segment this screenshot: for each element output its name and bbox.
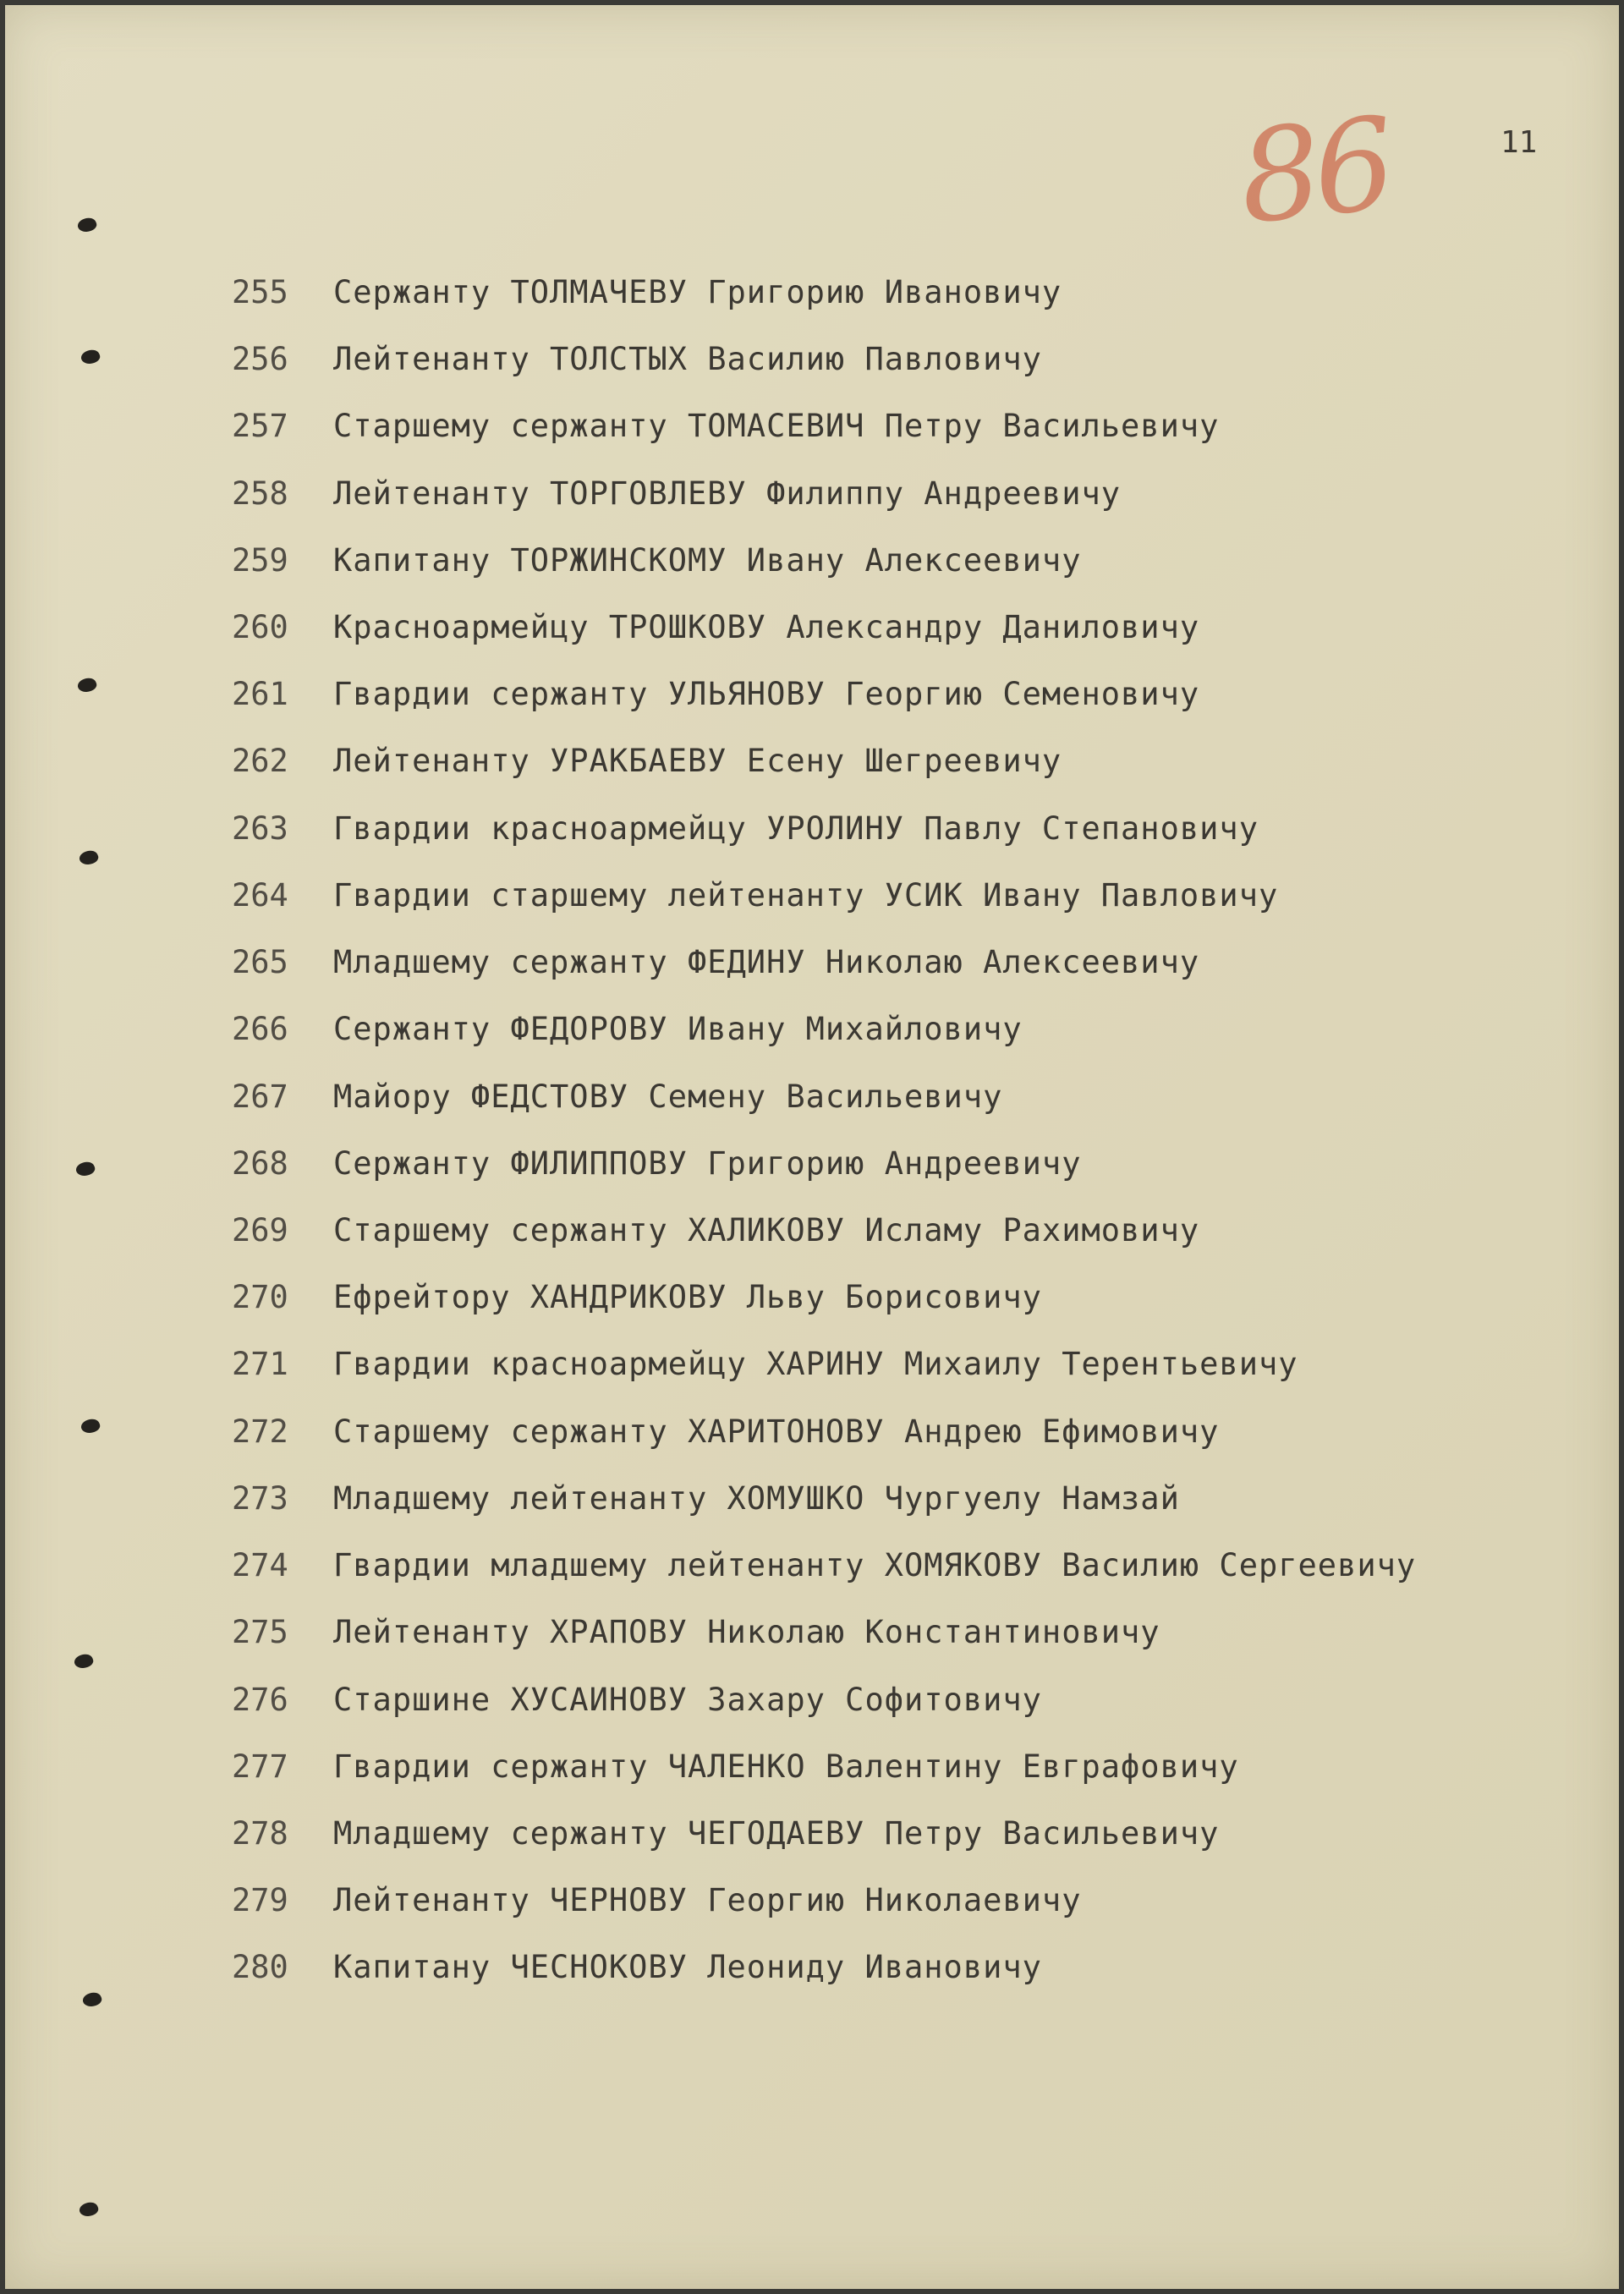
list-item bbox=[232, 1875, 1081, 1926]
page-number: 11 bbox=[1501, 125, 1538, 160]
list-item bbox=[232, 1139, 1081, 1189]
list-item bbox=[232, 401, 1219, 452]
entry-number: 277 bbox=[232, 1748, 288, 1785]
document-page bbox=[5, 5, 1619, 2289]
list-item bbox=[232, 804, 1259, 854]
list-item bbox=[232, 1272, 1042, 1323]
entry-text: Сержанту ТОЛМАЧЕВУ Григорию Ивановичу bbox=[333, 274, 1062, 310]
entry-text: Старшему сержанту ХАЛИКОВУ Исламу Рахимовичу bbox=[333, 1212, 1200, 1249]
list-item bbox=[232, 267, 1062, 318]
list-item bbox=[232, 669, 1199, 720]
list-item bbox=[232, 1942, 1042, 1993]
entry-number: 258 bbox=[232, 475, 288, 512]
entry-text: Ефрейтору ХАНДРИКОВУ Льву Борисовичу bbox=[333, 1279, 1042, 1315]
punch-hole-mark bbox=[78, 848, 100, 868]
entry-number: 265 bbox=[232, 944, 288, 980]
entry-number: 272 bbox=[232, 1413, 288, 1450]
entry-text: Красноармейцу ТРОШКОВУ Александру Даниловичу bbox=[333, 609, 1200, 645]
punch-hole-mark bbox=[76, 216, 98, 235]
entry-number: 270 bbox=[232, 1279, 288, 1315]
entry-number: 262 bbox=[232, 743, 288, 779]
entry-text: Капитану ТОРЖИНСКОМУ Ивану Алексеевичу bbox=[333, 542, 1082, 579]
entry-text: Младшему лейтенанту ХОМУШКО Чургуелу Намзай bbox=[333, 1480, 1180, 1517]
entry-text: Майору ФЕДСТОВУ Семену Васильевичу bbox=[333, 1078, 1003, 1115]
list-item bbox=[232, 1474, 1180, 1524]
punch-hole-mark bbox=[78, 2200, 100, 2220]
list-item bbox=[232, 1742, 1239, 1792]
list-item bbox=[232, 1540, 1416, 1591]
handwritten-folio-number: 86 bbox=[1232, 91, 1396, 253]
list-item bbox=[232, 1072, 1002, 1122]
punch-hole-mark bbox=[76, 676, 98, 695]
entry-text: Лейтенанту ТОРГОВЛЕВУ Филиппу Андреевичу bbox=[333, 475, 1122, 512]
entry-number: 280 bbox=[232, 1949, 288, 1985]
list-item bbox=[232, 937, 1199, 988]
entry-number: 267 bbox=[232, 1078, 288, 1115]
punch-hole-mark bbox=[80, 348, 102, 367]
entry-text: Гвардии старшему лейтенанту УСИК Ивану Павловичу bbox=[333, 877, 1279, 914]
list-item bbox=[232, 1407, 1219, 1457]
punch-hole-mark bbox=[74, 1160, 96, 1179]
list-item bbox=[232, 870, 1278, 921]
punch-hole-mark bbox=[81, 1990, 103, 2010]
list-item bbox=[232, 334, 1042, 385]
punch-hole-mark bbox=[80, 1417, 102, 1436]
entry-text: Гвардии младшему лейтенанту ХОМЯКОВУ Василию Сергеевичу bbox=[333, 1547, 1417, 1583]
entry-text: Капитану ЧЕСНОКОВУ Леониду Ивановичу bbox=[333, 1949, 1042, 1985]
entry-number: 256 bbox=[232, 341, 288, 377]
entry-number: 266 bbox=[232, 1011, 288, 1047]
entry-text: Гвардии сержанту УЛЬЯНОВУ Георгию Семеновичу bbox=[333, 676, 1200, 712]
entry-text: Лейтенанту ТОЛСТЫХ Василию Павловичу bbox=[333, 341, 1042, 377]
entry-number: 259 bbox=[232, 542, 288, 579]
list-item bbox=[232, 1339, 1298, 1390]
entry-text: Сержанту ФЕДОРОВУ Ивану Михайловичу bbox=[333, 1011, 1023, 1047]
entry-text: Гвардии красноармейцу ХАРИНУ Михаилу Терентьевичу bbox=[333, 1346, 1298, 1382]
list-item bbox=[232, 1675, 1042, 1726]
list-item bbox=[232, 1004, 1023, 1055]
entry-number: 261 bbox=[232, 676, 288, 712]
entry-number: 276 bbox=[232, 1682, 288, 1718]
entry-text: Старшему сержанту ТОМАСЕВИЧ Петру Васильевичу bbox=[333, 408, 1220, 444]
punch-hole-mark bbox=[73, 1652, 95, 1671]
entry-number: 271 bbox=[232, 1346, 288, 1382]
entry-text: Гвардии красноармейцу УРОЛИНУ Павлу Степановичу bbox=[333, 810, 1259, 847]
entry-text: Старшему сержанту ХАРИТОНОВУ Андрею Ефимовичу bbox=[333, 1413, 1220, 1450]
list-item bbox=[232, 736, 1062, 787]
entry-number: 273 bbox=[232, 1480, 288, 1517]
list-item bbox=[232, 1205, 1199, 1256]
list-item bbox=[232, 469, 1121, 519]
entry-text: Сержанту ФИЛИППОВУ Григорию Андреевичу bbox=[333, 1145, 1082, 1182]
list-item bbox=[232, 1607, 1160, 1658]
entry-number: 275 bbox=[232, 1614, 288, 1650]
entry-number: 264 bbox=[232, 877, 288, 914]
entry-number: 278 bbox=[232, 1815, 288, 1852]
entry-number: 257 bbox=[232, 408, 288, 444]
entry-number: 279 bbox=[232, 1882, 288, 1918]
entry-number: 260 bbox=[232, 609, 288, 645]
entry-text: Лейтенанту УРАКБАЕВУ Есену Шегреевичу bbox=[333, 743, 1062, 779]
list-item bbox=[232, 535, 1081, 586]
list-item bbox=[232, 1808, 1219, 1859]
entry-number: 268 bbox=[232, 1145, 288, 1182]
entry-text: Гвардии сержанту ЧАЛЕНКО Валентину Евграфовичу bbox=[333, 1748, 1239, 1785]
list-item bbox=[232, 602, 1199, 653]
entry-number: 255 bbox=[232, 274, 288, 310]
entry-number: 269 bbox=[232, 1212, 288, 1249]
entry-text: Лейтенанту ЧЕРНОВУ Георгию Николаевичу bbox=[333, 1882, 1082, 1918]
entry-text: Младшему сержанту ФЕДИНУ Николаю Алексеевичу bbox=[333, 944, 1200, 980]
entry-number: 263 bbox=[232, 810, 288, 847]
entry-number: 274 bbox=[232, 1547, 288, 1583]
entry-text: Младшему сержанту ЧЕГОДАЕВУ Петру Васильевичу bbox=[333, 1815, 1220, 1852]
entry-text: Лейтенанту ХРАПОВУ Николаю Константиновичу bbox=[333, 1614, 1160, 1650]
entry-text: Старшине ХУСАИНОВУ Захару Софитовичу bbox=[333, 1682, 1042, 1718]
